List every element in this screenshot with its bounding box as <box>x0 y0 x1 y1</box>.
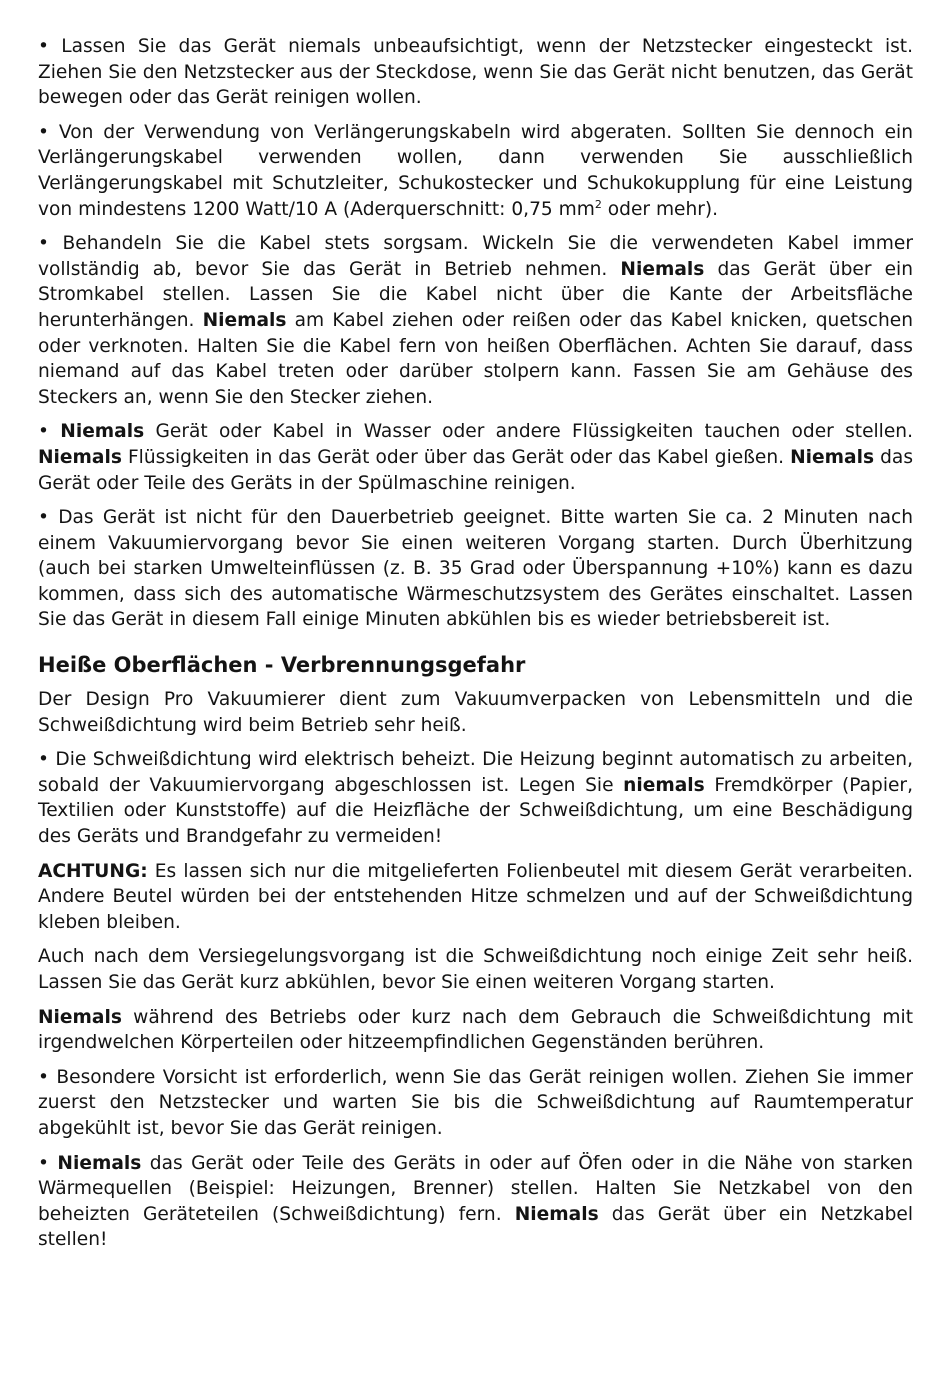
paragraph-text: Es lassen sich nur die mitgelieferten Folienbeutel mit diesem Gerät verarbeiten. Andere Beutel würden bei der entstehenden Hitze schmelzen und auf der Schweißdichtung kleben bleiben. <box>38 860 913 933</box>
paragraph-text: Auch nach dem Versiegelungsvorgang ist die Schweißdichtung noch einige Zeit sehr heiß. Lassen Sie das Gerät kurz abkühlen, bevor Sie einen weiteren Vorgang starten. <box>38 946 913 993</box>
warning-label: ACHTUNG: <box>38 860 148 882</box>
paragraph-text: Fremdkörper (Papier, Textilien oder Kunststoffe) auf die Heizfläche der Schweißdichtung, um eine Beschädigung des Geräts und Brandgefahr zu vermeiden! <box>38 774 913 848</box>
emphasis-word: Niemals <box>38 446 122 468</box>
paragraph-text: • Die Schweißdichtung wird elektrisch beheizt. Die Heizung beginnt automatisch zu arbeiten, sobald der Vakuumiervorgang abgeschlossen ist. Legen Sie <box>38 749 913 796</box>
safety-paragraph-unattended <box>38 34 913 111</box>
paragraph-text: • Lassen Sie das Gerät niemals unbeaufsichtigt, wenn der Netzstecker eingesteckt ist. Ziehen Sie den Netzstecker aus der Steckdose, wenn Sie das Gerät nicht benutzen, das Gerät bewegen oder das Gerät reinigen wollen. <box>38 36 913 109</box>
paragraph-text: während des Betriebs oder kurz nach dem Gebrauch die Schweißdichtung mit irgendwelchen Körperteilen oder hitzeempfindlichen Gegenständen berühren. <box>38 1006 913 1054</box>
paragraph-text: am Kabel ziehen oder reißen oder das Kabel knicken, quetschen oder verknoten. Halten Sie die Kabel fern von heißen Oberflächen. Achten Sie darauf, dass niemand auf das Kabel treten oder darüber stolpern kann. Fassen Sie am Gehäuse des Steckers an, wenn Sie den Stecker ziehen. <box>38 309 913 408</box>
paragraph-text: • Das Gerät ist nicht für den Dauerbetrieb geeignet. Bitte warten Sie ca. 2 Minuten nach einem Vakuumiervorgang bevor Sie einen weiteren Vorgang starten. Durch Überhitzung (auch bei starken Umwelteinflüssen (z. B. 35 Grad oder Überspannung +10%) kann es dazu kommen, dass sich des automatische Wärmeschutzsystem des Gerätes einschaltet. Lassen Sie das Gerät in diesem Fall einige Minuten abkühlen bis es wieder betriebsbereit ist. <box>38 507 913 631</box>
paragraph-text: das Gerät über ein Netzkabel stellen! <box>38 1203 913 1251</box>
emphasis-word: Niemals <box>514 1203 599 1225</box>
safety-paragraph-continuous-operation <box>38 505 913 633</box>
section-heading-hot-surfaces: Heiße Oberflächen - Verbrennungsgefahr <box>38 653 526 678</box>
paragraph-text: • Behandeln Sie die Kabel stets sorgsam. Wickeln Sie die verwendeten Kabel immer vollständig ab, bevor Sie das Gerät in Betrieb nehmen. <box>38 233 913 280</box>
safety-paragraph-extension-cables <box>38 120 913 222</box>
emphasis-word: Niemals <box>38 1006 122 1028</box>
paragraph-text: das Gerät oder Teile des Geräts in der Spülmaschine reinigen. <box>38 446 914 494</box>
emphasis-word: Niemals <box>620 258 705 280</box>
paragraph-text: Gerät oder Kabel in Wasser oder andere Flüssigkeiten tauchen oder stellen. <box>144 421 913 443</box>
hot-surface-no-touch <box>38 1005 913 1056</box>
paragraph-text: das Gerät über ein Stromkabel stellen. Lassen Sie die Kabel nicht über die Kante der Arbeitsfläche herunterhängen. <box>38 258 913 331</box>
paragraph-text: Flüssigkeiten in das Gerät oder über das Gerät oder das Kabel gießen. <box>121 446 791 468</box>
emphasis-word: niemals <box>623 774 705 796</box>
safety-paragraph-water <box>38 419 913 496</box>
hot-surface-cleaning <box>38 1065 913 1142</box>
hot-surface-heating <box>38 747 913 849</box>
emphasis-word: Niemals <box>202 309 287 331</box>
hot-surface-after-sealing <box>38 944 913 995</box>
hot-surface-heat-sources <box>38 1151 913 1253</box>
paragraph-text: Der Design Pro Vakuumierer dient zum Vakuumverpacken von Lebensmitteln und die Schweißdichtung wird beim Betrieb sehr heiß. <box>38 689 913 736</box>
emphasis-word: Niemals <box>60 421 145 443</box>
warning-paragraph <box>38 859 913 936</box>
paragraph-text: • <box>38 1152 58 1174</box>
paragraph-text: das Gerät oder Teile des Geräts in oder auf Öfen oder in die Nähe von starken Wärmequellen (Beispiel: Heizungen, Brenner) stellen. Halten Sie Netzkabel von den beheizten Geräteteilen (Schweißdichtung) fern. <box>38 1152 913 1225</box>
paragraph-text: • Von der Verwendung von Verlängerungskabeln wird abgeraten. Sollten Sie dennoch ein Verlängerungskabel verwenden wollen, dann verwenden Sie ausschließlich Verlängerungskabel mit Schutzleiter, Schukostecker und Schukokupplung für eine Leistung von mindestens 1200 Watt/10 A (Aderquerschnitt: 0,75 mm <box>38 121 913 220</box>
paragraph-text: oder mehr). <box>601 198 719 220</box>
paragraph-text: • Besondere Vorsicht ist erforderlich, wenn Sie das Gerät reinigen wollen. Ziehen Sie immer zuerst den Netzstecker und warten Sie bis die Schweißdichtung auf Raumtemperatur abgekühlt ist, bevor Sie das Gerät reinigen. <box>38 1066 913 1139</box>
superscript: 2 <box>594 197 602 211</box>
hot-surface-intro <box>38 687 913 738</box>
safety-paragraph-cable-handling <box>38 231 913 410</box>
paragraph-text: • <box>38 421 61 443</box>
emphasis-word: Niemals <box>790 446 875 468</box>
emphasis-word: Niemals <box>57 1152 142 1174</box>
